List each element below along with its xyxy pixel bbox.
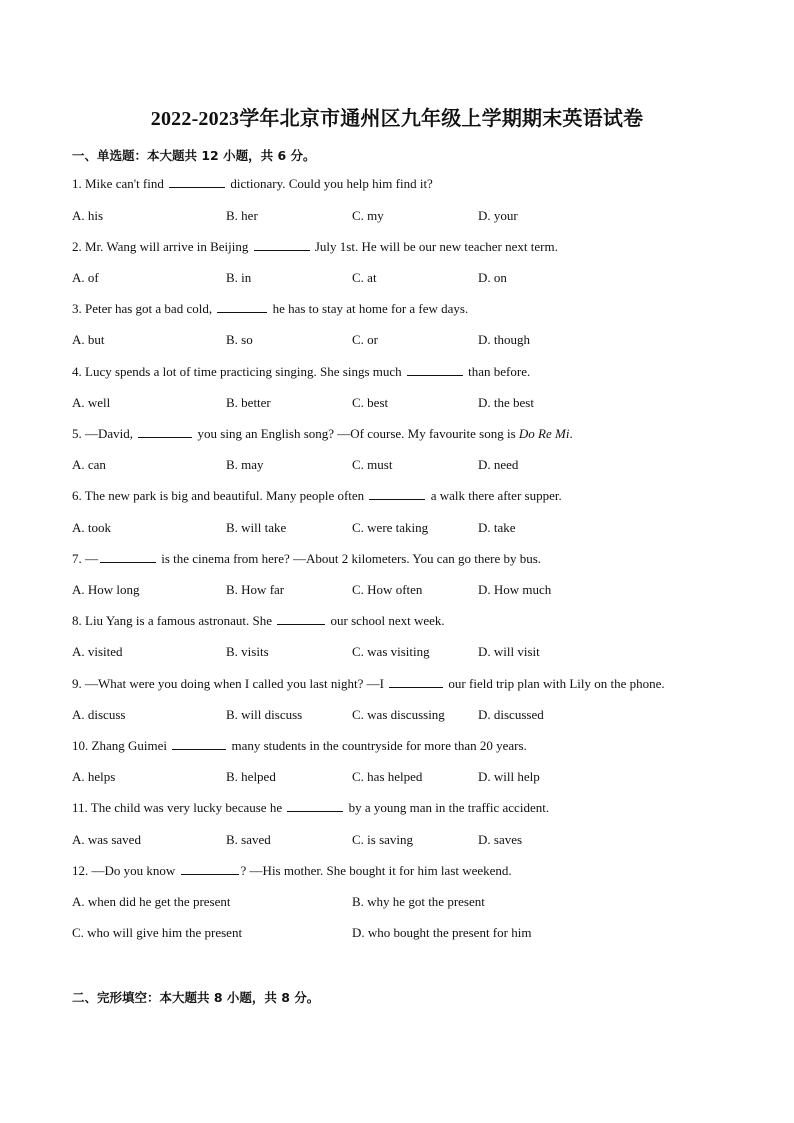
question-text: 9. —What were you doing when I called you last night? —I — [72, 676, 388, 691]
answer-option[interactable]: C. best — [352, 395, 389, 410]
question-stem — [72, 863, 722, 879]
answer-option[interactable]: C. were taking — [352, 520, 429, 535]
answer-blank — [217, 301, 267, 313]
answer-option[interactable]: C. How often — [352, 582, 423, 597]
question-text: 10. Zhang Guimei — [72, 738, 171, 753]
question-text: ? —His mother. She bought it for him last weekend. — [240, 863, 512, 878]
answer-option[interactable]: A. How long — [72, 582, 140, 597]
answer-option[interactable]: B. How far — [226, 582, 285, 597]
answer-blank — [369, 488, 425, 500]
option-row — [72, 707, 722, 725]
question-text: Do Re Mi — [518, 426, 570, 441]
answer-option[interactable]: C. was discussing — [352, 707, 445, 722]
answer-blank — [100, 551, 156, 563]
option-row — [72, 769, 722, 787]
answer-option[interactable]: A. discuss — [72, 707, 126, 722]
answer-option[interactable]: D. on — [478, 270, 507, 285]
answer-option[interactable]: A. visited — [72, 644, 123, 659]
answer-option[interactable]: D. your — [478, 208, 518, 223]
question-text: by a young man in the traffic accident. — [345, 800, 550, 815]
answer-option[interactable]: D. who bought the present for him — [352, 925, 532, 940]
option-row — [72, 457, 722, 475]
question-text: 5. —David, — [72, 426, 137, 441]
answer-blank — [169, 176, 225, 188]
question-stem — [72, 551, 722, 567]
answer-option[interactable]: A. took — [72, 520, 111, 535]
answer-option[interactable]: B. so — [226, 332, 253, 347]
answer-option[interactable]: C. at — [352, 270, 377, 285]
question-text: our school next week. — [327, 613, 445, 628]
question-stem — [72, 613, 722, 629]
option-row — [72, 395, 722, 413]
answer-blank — [138, 426, 192, 438]
answer-blank — [287, 800, 343, 812]
answer-option[interactable]: B. better — [226, 395, 271, 410]
answer-blank — [254, 239, 310, 251]
question-text: 7. — — [72, 551, 98, 566]
answer-blank — [407, 364, 463, 376]
answer-blank — [277, 613, 325, 625]
answer-option[interactable]: C. is saving — [352, 832, 414, 847]
question-stem — [72, 176, 722, 192]
question-text: . — [569, 426, 573, 441]
question-text: a walk there after supper. — [427, 488, 562, 503]
option-row — [72, 270, 722, 288]
answer-option[interactable]: C. was visiting — [352, 644, 430, 659]
option-row — [72, 332, 722, 350]
question-stem — [72, 364, 722, 380]
answer-option[interactable]: D. will visit — [478, 644, 540, 659]
answer-option[interactable]: B. visits — [226, 644, 269, 659]
answer-option[interactable]: D. saves — [478, 832, 523, 847]
question-text: many students in the countryside for more than 20 years. — [228, 738, 527, 753]
question-stem — [72, 426, 722, 442]
answer-option[interactable]: C. has helped — [352, 769, 423, 784]
answer-option[interactable]: B. may — [226, 457, 264, 472]
answer-option[interactable]: C. or — [352, 332, 378, 347]
question-text: you sing an English song? —Of course. My favourite song is — [194, 426, 519, 441]
question-text: 8. Liu Yang is a famous astronaut. She — [72, 613, 276, 628]
question-text: 2. Mr. Wang will arrive in Beijing — [72, 239, 252, 254]
option-row — [72, 644, 722, 662]
question-text: than before. — [464, 364, 531, 379]
question-text: 3. Peter has got a bad cold, — [72, 301, 216, 316]
answer-option[interactable]: B. her — [226, 208, 258, 223]
answer-option[interactable]: D. How much — [478, 582, 552, 597]
page-title: 2022-2023学年北京市通州区九年级上学期期末英语试卷 — [150, 108, 644, 130]
answer-option[interactable]: A. but — [72, 332, 105, 347]
answer-blank — [389, 676, 443, 688]
question-text: 6. The new park is big and beautiful. Many people often — [72, 488, 368, 503]
answer-option[interactable]: B. will take — [226, 520, 287, 535]
answer-option[interactable]: D. discussed — [478, 707, 544, 722]
answer-blank — [181, 863, 239, 875]
option-row — [72, 582, 722, 600]
question-text: our field trip plan with Lily on the phone. — [445, 676, 665, 691]
answer-option[interactable]: D. will help — [478, 769, 540, 784]
question-stem — [72, 738, 722, 754]
question-text: 4. Lucy spends a lot of time practicing singing. She sings much — [72, 364, 405, 379]
section-heading-single-choice: 一、单选题：本大题共 12 小题，共 6 分。 — [72, 148, 316, 163]
answer-option[interactable]: A. when did he get the present — [72, 894, 231, 909]
answer-option[interactable]: D. need — [478, 457, 519, 472]
answer-option[interactable]: B. will discuss — [226, 707, 303, 722]
question-text: is the cinema from here? —About 2 kilometers. You can go there by bus. — [158, 551, 542, 566]
answer-option[interactable]: A. well — [72, 395, 111, 410]
question-stem — [72, 239, 722, 255]
answer-option[interactable]: B. helped — [226, 769, 276, 784]
question-text: he has to stay at home for a few days. — [269, 301, 469, 316]
option-row — [72, 832, 722, 850]
answer-option[interactable]: A. was saved — [72, 832, 141, 847]
option-row — [72, 208, 722, 226]
answer-option[interactable]: C. my — [352, 208, 384, 223]
answer-option[interactable]: C. who will give him the present — [72, 925, 243, 940]
answer-option[interactable]: A. of — [72, 270, 99, 285]
answer-option[interactable]: A. can — [72, 457, 106, 472]
answer-option[interactable]: B. why he got the present — [352, 894, 485, 909]
answer-option[interactable]: C. must — [352, 457, 393, 472]
question-stem — [72, 488, 722, 504]
answer-option[interactable]: D. though — [478, 332, 530, 347]
question-stem — [72, 800, 722, 816]
answer-option[interactable]: A. his — [72, 208, 104, 223]
question-stem — [72, 301, 722, 317]
answer-option[interactable]: B. in — [226, 270, 252, 285]
answer-blank — [172, 738, 226, 750]
answer-option[interactable]: B. saved — [226, 832, 271, 847]
answer-option[interactable]: D. the best — [478, 395, 534, 410]
question-text: 1. Mike can't find — [72, 176, 168, 191]
question-text: July 1st. He will be our new teacher next term. — [311, 239, 558, 254]
question-text: 12. —Do you know — [72, 863, 179, 878]
section-heading-cloze: 二、完形填空：本大题共 8 小题，共 8 分。 — [72, 990, 320, 1005]
question-text: dictionary. Could you help him find it? — [227, 176, 433, 191]
answer-option[interactable]: D. take — [478, 520, 516, 535]
question-stem — [72, 676, 722, 692]
answer-option[interactable]: A. helps — [72, 769, 116, 784]
option-row — [72, 520, 722, 538]
question-text: 11. The child was very lucky because he — [72, 800, 286, 815]
